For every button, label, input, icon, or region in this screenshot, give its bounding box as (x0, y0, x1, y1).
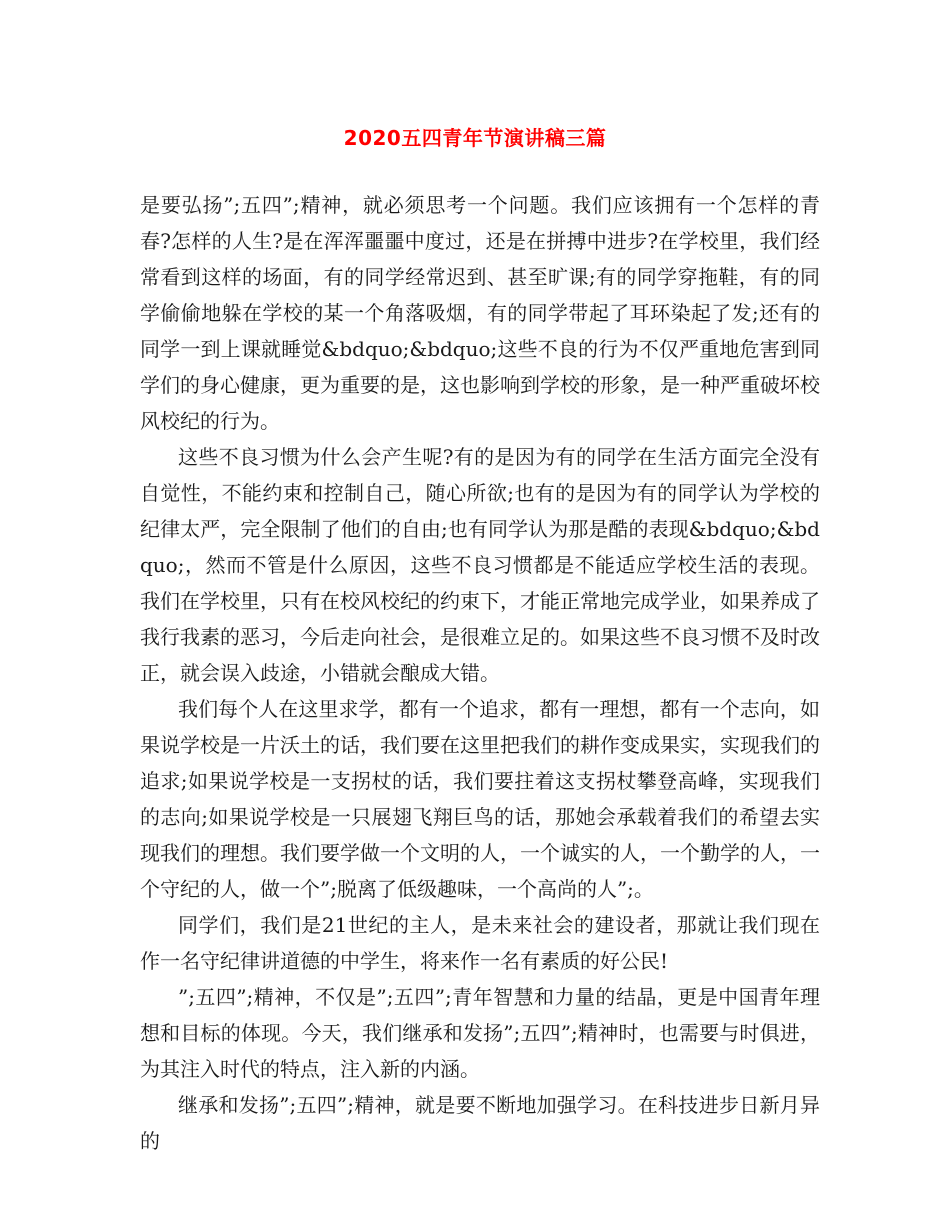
document-body (140, 187, 820, 1159)
paragraph-2: 这些不良习惯为什么会产生呢?有的是因为有的同学在生活方面完全没有自觉性，不能约束和控制自己，随心所欲;也有的是因为有的同学认为学校的纪律太严，完全限制了他们的自由;也有同学认为那是酷的表现&bdquo;&bdquo;，然而不管是什么原因，这些不良习惯都是不能适应学校生活的表现。我们在学校里，只有在校风校纪的约束下，才能正常地完成学业，如果养成了我行我素的恶习，今后走向社会，是很难立足的。如果这些不良习惯不及时改正，就会误入歧途，小错就会酿成大错。 (140, 445, 820, 685)
document-title: 2020五四青年节演讲稿三篇 (343, 126, 607, 150)
paragraph-4: 同学们，我们是21世纪的主人，是未来社会的建设者，那就让我们现在作一名守纪律讲道德的中学生，将来作一名有素质的好公民! (140, 913, 820, 973)
paragraph-3: 我们每个人在这里求学，都有一个追求，都有一理想，都有一个志向，如果说学校是一片沃土的话，我们要在这里把我们的耕作变成果实，实现我们的追求;如果说学校是一支拐杖的话，我们要拄着这支拐杖攀登高峰，实现我们的志向;如果说学校是一只展翅飞翔巨鸟的话，那她会承载着我们的希望去实现我们的理想。我们要学做一个文明的人，一个诚实的人，一个勤学的人，一个守纪的人，做一个”;脱离了低级趣味，一个高尚的人”;。 (140, 697, 820, 901)
paragraph-5: ”;五四”;精神，不仅是”;五四”;青年智慧和力量的结晶，更是中国青年理想和目标的体现。今天，我们继承和发扬”;五四”;精神时，也需要与时俱进，为其注入时代的特点，注入新的内涵。 (140, 985, 820, 1081)
paragraph-1: 是要弘扬”;五四”;精神，就必须思考一个问题。我们应该拥有一个怎样的青春?怎样的人生?是在浑浑噩噩中度过，还是在拼搏中进步?在学校里，我们经常看到这样的场面，有的同学经常迟到、甚至旷课;有的同学穿拖鞋，有的同学偷偷地躲在学校的某一个角落吸烟，有的同学带起了耳环染起了发;还有的同学一到上课就睡觉&bdquo;&bdquo;这些不良的行为不仅严重地危害到同学们的身心健康，更为重要的是，这也影响到学校的形象，是一种严重破坏校风校纪的行为。 (140, 193, 820, 433)
paragraph-6: 继承和发扬”;五四”;精神，就是要不断地加强学习。在科技进步日新月异的 (140, 1093, 820, 1153)
